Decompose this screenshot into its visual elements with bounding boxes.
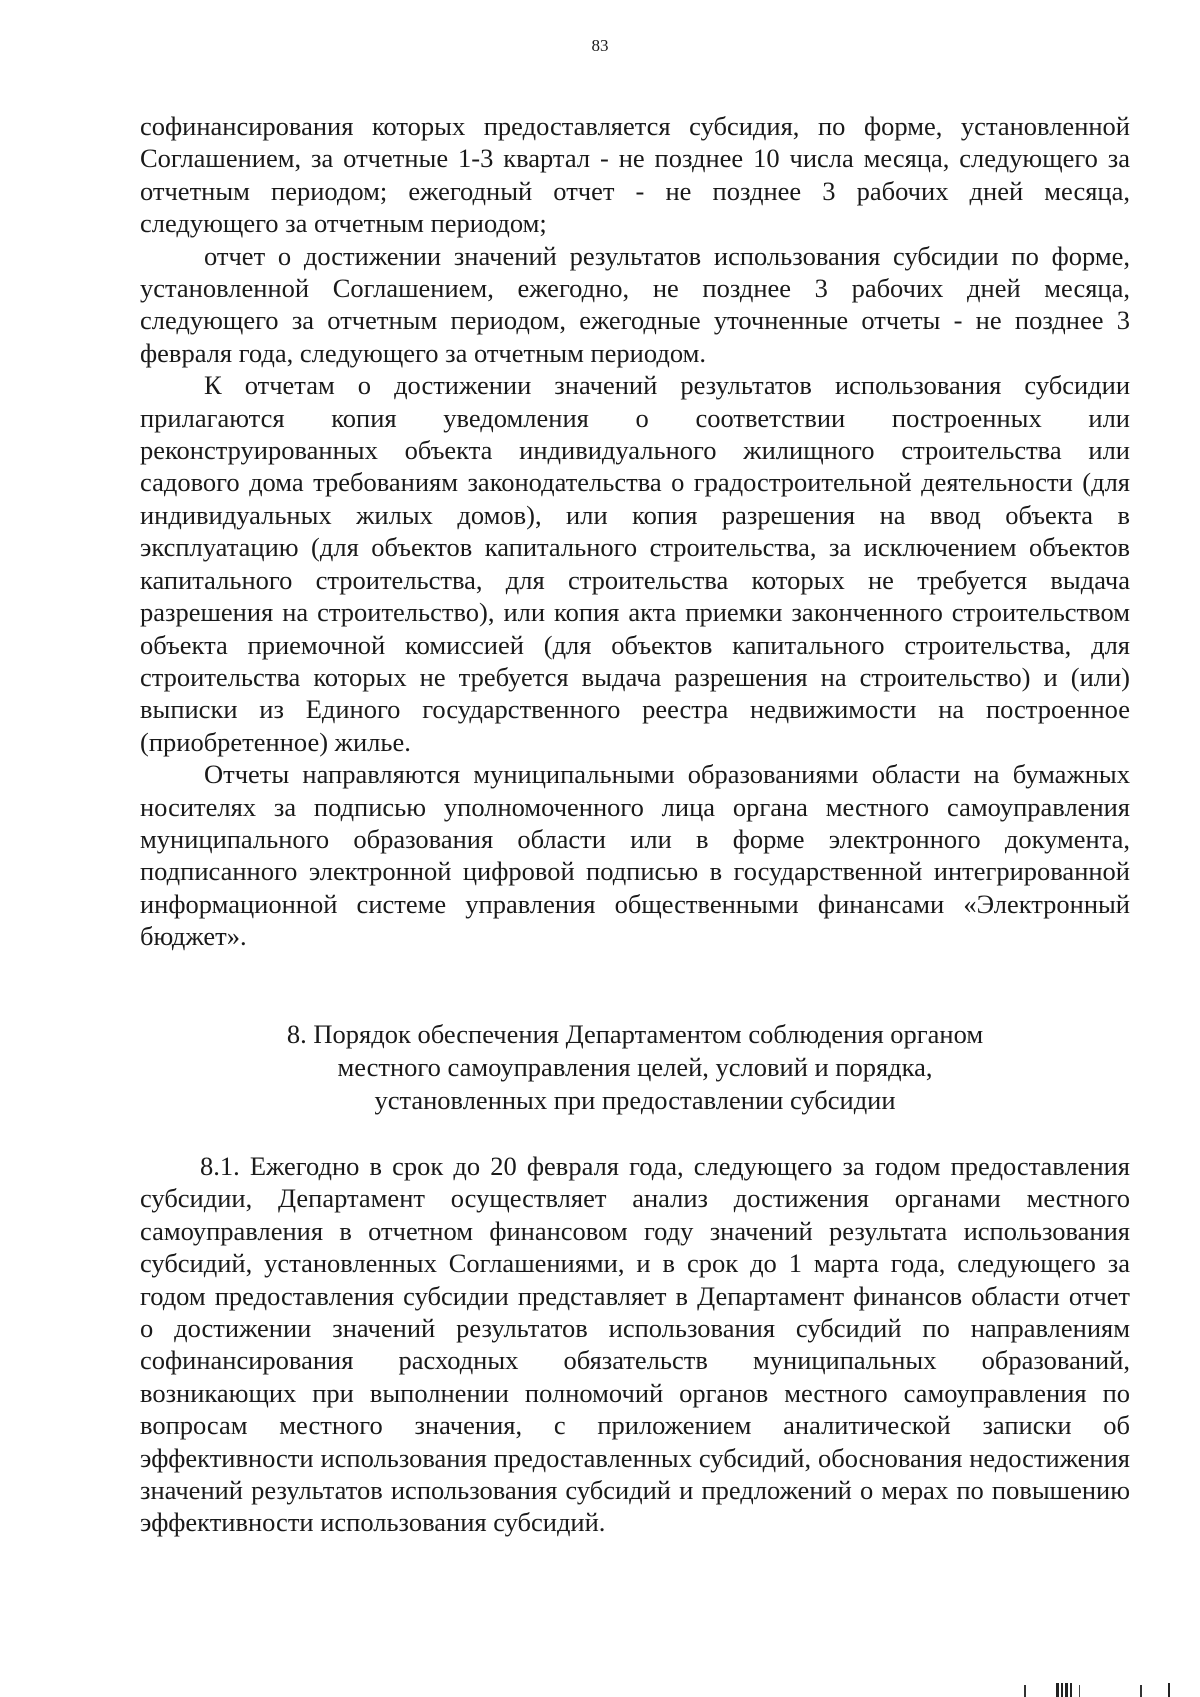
scan-barcode-marks <box>1022 1679 1172 1697</box>
paragraph-continuation: софинансирования которых предоставляется субсидия, по форме, установленной Соглашением, за отчетные 1-3 квартал - не позднее 10 числа месяца, следующего за отчетным периодом; ежегодный отчет - не позднее 3 рабочих дней месяца, следующего за отчетным периодом; <box>140 111 1130 239</box>
paragraph-8-1: 8.1. Ежегодно в срок до 20 февраля года, следующего за годом предоставления субсидии, Департамент осуществляет анализ достижения органами местного самоуправления в отчетном финансовом году значений результата использования субсидий, установленных Соглашениями, и в срок до 1 марта года, следующего за годом предоставления субсидии представляет в Департамент финансов области отчет о достижении значений результатов использования субсидий по направлениям софинансирования расходных обязательств муниципальных образований, возникающих при выполнении полномочий органов местного самоуправления по вопросам местного значения, с приложением аналитической записки об эффективности использования предоставленных субсидий, обоснования недостижения значений результатов использования субсидий и предложений о мерах по повышению эффективности использования субсидий. <box>140 1151 1130 1538</box>
paragraph-report-attachments: К отчетам о достижении значений результатов использования субсидии прилагаются копия уведомления о соответствии построенных или реконструированных объекта индивидуального жилищного строительства или садового дома требованиям законодательства о градостроительной деятельности (для индивидуальных жилых домов), или копия разрешения на ввод объекта в эксплуатацию (для объектов капитального строительства, за исключением объектов капитального строительства, для строительства которых не требуется выдача разрешения на строительство), или копия акта приемки законченного строительством объекта приемочной комиссией (для объектов капитального строительства, для строительства которых не требуется выдача разрешения на строительство) и (или) выписки из Единого государственного реестра недвижимости на построенное (приобретенное) жилье. <box>140 370 1130 757</box>
section-heading-line: местного самоуправления целей, условий и порядка, <box>337 1052 933 1082</box>
paragraph-report-achievement: отчет о достижении значений результатов использования субсидии по форме, установленной Соглашением, ежегодно, не позднее 3 рабочих дней месяца, следующего за отчетным периодом, ежегодные уточненные отчеты - не позднее 3 февраля года, следующего за отчетным периодом. <box>140 240 1130 368</box>
section-8-heading <box>140 1018 1130 1117</box>
page-number: 83 <box>591 36 609 55</box>
section-heading-line: 8. Порядок обеспечения Департаментом соблюдения органом <box>286 1019 984 1049</box>
body-text-section-8 <box>140 1150 1130 1539</box>
section-heading-line: установленных при предоставлении субсидии <box>374 1085 896 1115</box>
body-text-top <box>140 110 1130 953</box>
paragraph-report-submission: Отчеты направляются муниципальными образованиями области на бумажных носителях за подписью уполномоченного лица органа местного самоуправления муниципального образования области или в форме электронного документа, подписанного электронной цифровой подписью в государственной интегрированной информационной системе управления общественными финансами «Электронный бюджет». <box>140 759 1130 952</box>
